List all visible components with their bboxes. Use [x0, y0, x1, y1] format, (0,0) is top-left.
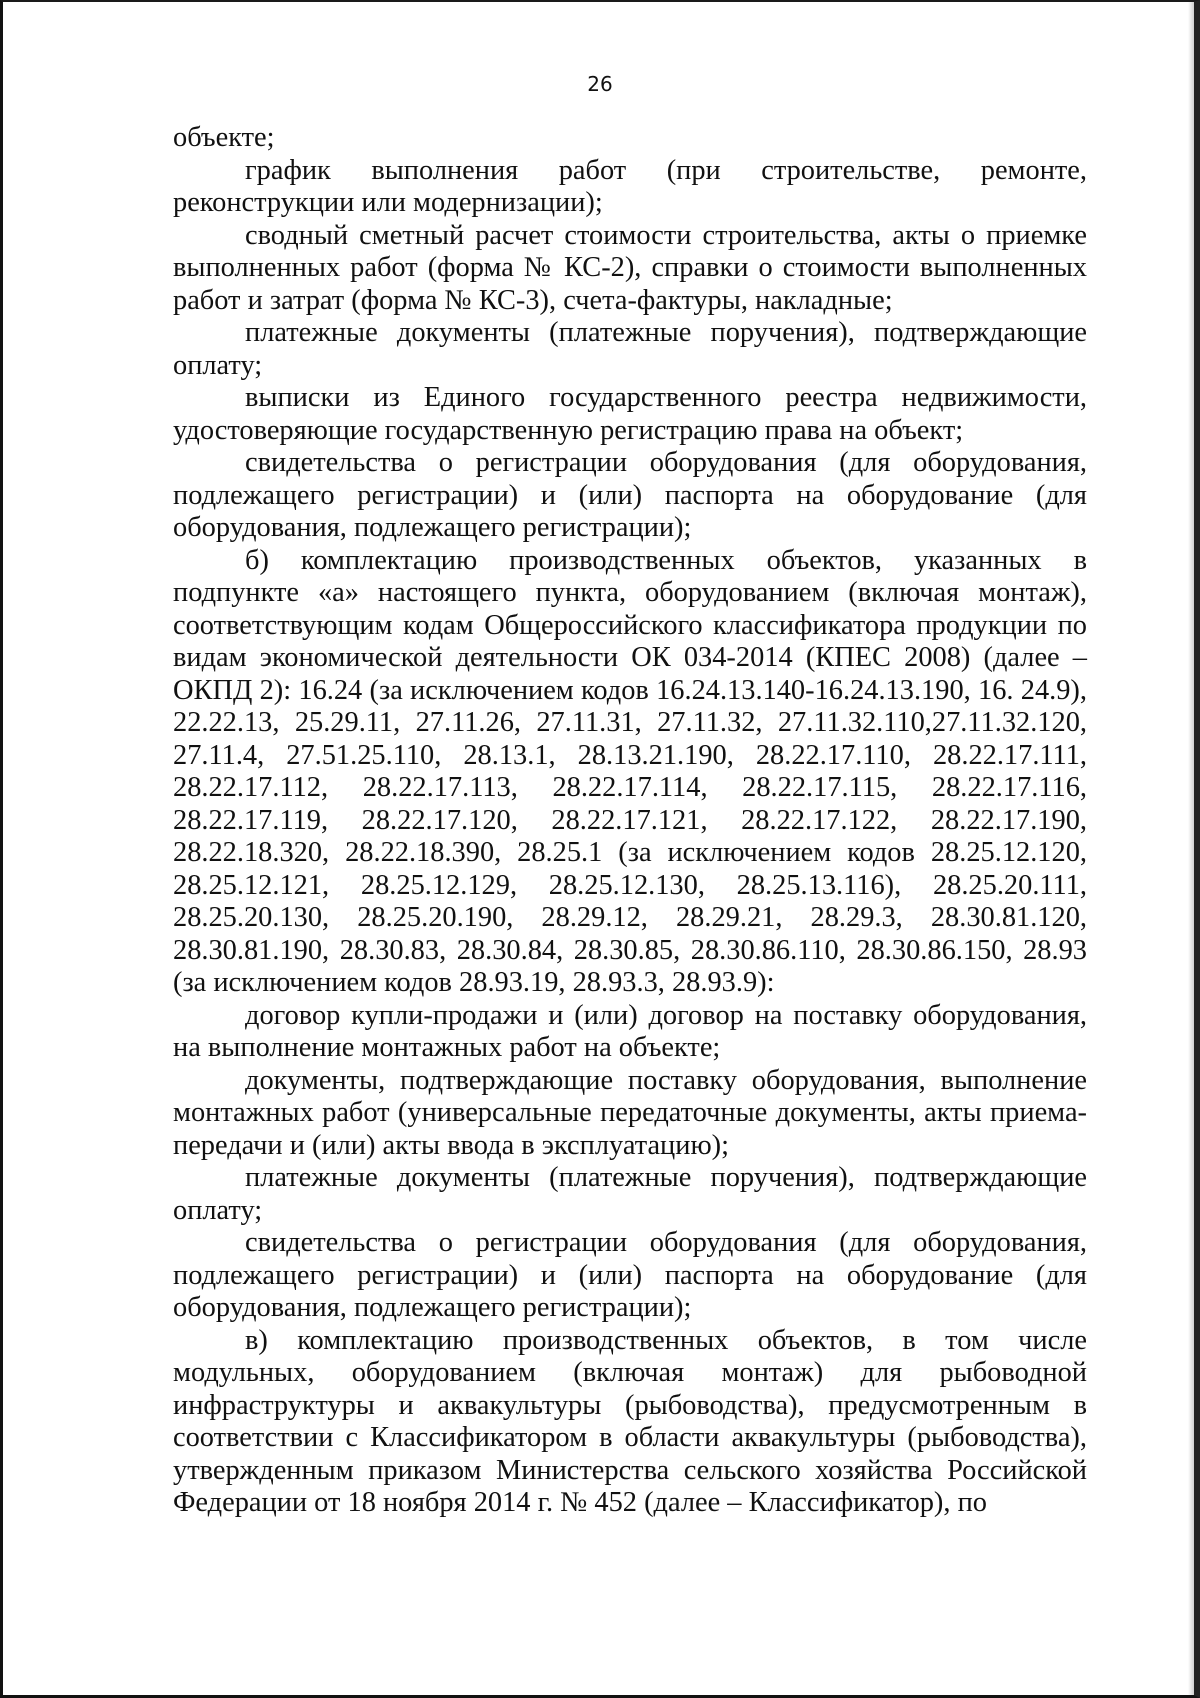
- paragraph: свидетельства о регистрации оборудования (для оборудования, подлежащего регистрации) и (или) паспорта на оборудование (для оборудования, подлежащего регистрации);: [173, 447, 1087, 543]
- paragraph: свидетельства о регистрации оборудования (для оборудования, подлежащего регистрации) и (или) паспорта на оборудование (для оборудования, подлежащего регистрации);: [173, 1227, 1087, 1323]
- paragraph: в) комплектацию производственных объектов, в том числе модульных, оборудованием (включая монтаж) для рыбоводной инфраструктуры и аквакультуры (рыбоводства), предусмотренным в соответствии с Классификатором в области аквакультуры (рыбоводства), утвержденным приказом Министерства сельского хозяйства Российской Федерации от 18 ноября 2014 г. № 452 (далее – Классификатор), по: [173, 1324, 1087, 1518]
- paragraph: объекте;: [173, 122, 275, 153]
- paragraph: платежные документы (платежные поручения), подтверждающие оплату;: [173, 317, 1087, 381]
- paragraph: выписки из Единого государственного реестра недвижимости, удостоверяющие государственную регистрацию права на объект;: [173, 382, 1087, 446]
- paragraph: сводный сметный расчет стоимости строительства, акты о приемке выполненных работ (форма № КС-2), справки о стоимости выполненных работ и затрат (форма № КС-3), счета-фактуры, накладные;: [173, 219, 1087, 316]
- paragraph: график выполнения работ (при строительстве, ремонте, реконструкции или модернизации);: [173, 154, 1087, 218]
- paragraph: платежные документы (платежные поручения), подтверждающие оплату;: [173, 1162, 1087, 1226]
- page-number: 26: [587, 72, 613, 96]
- paragraph: документы, подтверждающие поставку оборудования, выполнение монтажных работ (универсальные передаточные документы, акты приема-передачи и (или) акты ввода в эксплуатацию);: [173, 1064, 1087, 1161]
- paragraph: б) комплектацию производственных объектов, указанных в подпункте «а» настоящего пункта, оборудованием (включая монтаж), соответствующим кодам Общероссийского классификатора продукции по видам экономической деятельности ОК 034-2014 (КПЕС 2008) (далее – ОКПД 2): 16.24 (за исключением кодов 16.24.13.140-16.24.13.190, 16. 24.9), 22.22.13, 25.29.11, 27.11.26, 27.11.31, 27.11.32, 27.11.32.110,27.11.32.120, 27.11.4, 27.51.25.110, 28.13.1, 28.13.21.190, 28.22.17.110, 28.22.17.111, 28.22.17.112, 28.22.17.113, 28.22.17.114, 28.22.17.115, 28.22.17.116, 28.22.17.119, 28.22.17.120, 28.22.17.121, 28.22.17.122, 28.22.17.190, 28.22.18.320, 28.22.18.390, 28.25.1 (за исключением кодов 28.25.12.120, 28.25.12.121, 28.25.12.129, 28.25.12.130, 28.25.13.116), 28.25.20.111, 28.25.20.130, 28.25.20.190, 28.29.12, 28.29.21, 28.29.3, 28.30.81.120, 28.30.81.190, 28.30.83, 28.30.84, 28.30.85, 28.30.86.110, 28.30.86.150, 28.93 (за исключением кодов 28.93.19, 28.93.3, 28.93.9):: [173, 544, 1087, 998]
- document-body: [173, 122, 1087, 1520]
- paragraph: договор купли-продажи и (или) договор на поставку оборудования, на выполнение монтажных работ на объекте;: [173, 999, 1087, 1063]
